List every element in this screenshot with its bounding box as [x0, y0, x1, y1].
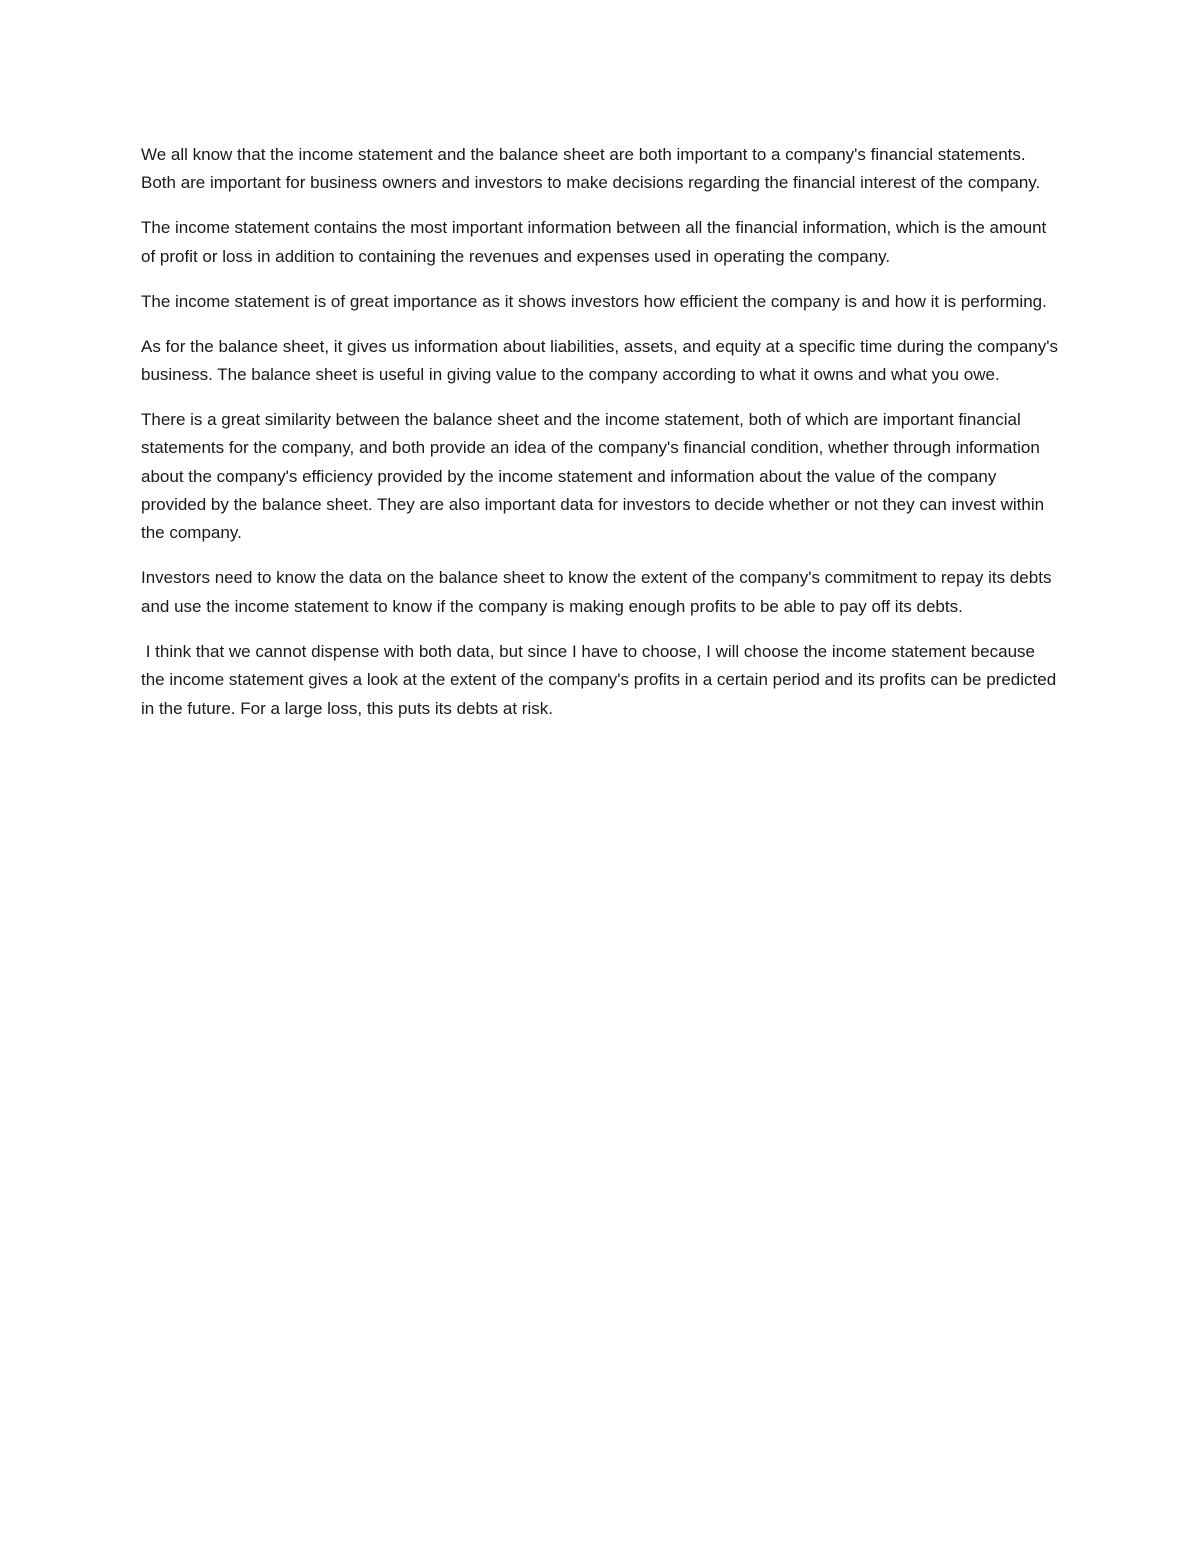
document-body — [141, 141, 1063, 739]
paragraph-1: We all know that the income statement and the balance sheet are both important to a company's financial statements. Both are important for business owners and investors to make decisions regarding the financial interest of the company. — [141, 145, 1041, 193]
paragraph-5: There is a great similarity between the balance sheet and the income statement, both of which are important financial statements for the company, and both provide an idea of the company's financial condition, whether through information about the company's efficiency provided by the income statement and information about the value of the company provided by the balance sheet. They are also important data for investors to decide whether or not they can invest within the company. — [141, 409, 1049, 543]
paragraph-6: Investors need to know the data on the balance sheet to know the extent of the company's commitment to repay its debts and use the income statement to know if the company is making enough profits to be able to pay off its debts. — [141, 568, 1057, 616]
paragraph-4: As for the balance sheet, it gives us information about liabilities, assets, and equity at a specific time during the company's business. The balance sheet is useful in giving value to the company according to what it owns and what you owe. — [141, 336, 1063, 384]
paragraph-2: The income statement contains the most important information between all the financial information, which is the amount of profit or loss in addition to containing the revenues and expenses used in operating the company. — [141, 218, 1051, 266]
paragraph-7: I think that we cannot dispense with both data, but since I have to choose, I will choose the income statement because the income statement gives a look at the extent of the company's profits in a certain period and its profits can be predicted in the future. For a large loss, this puts its debts at risk. — [141, 641, 1061, 718]
paragraph-3: The income statement is of great importance as it shows investors how efficient the company is and how it is performing. — [141, 291, 1047, 311]
